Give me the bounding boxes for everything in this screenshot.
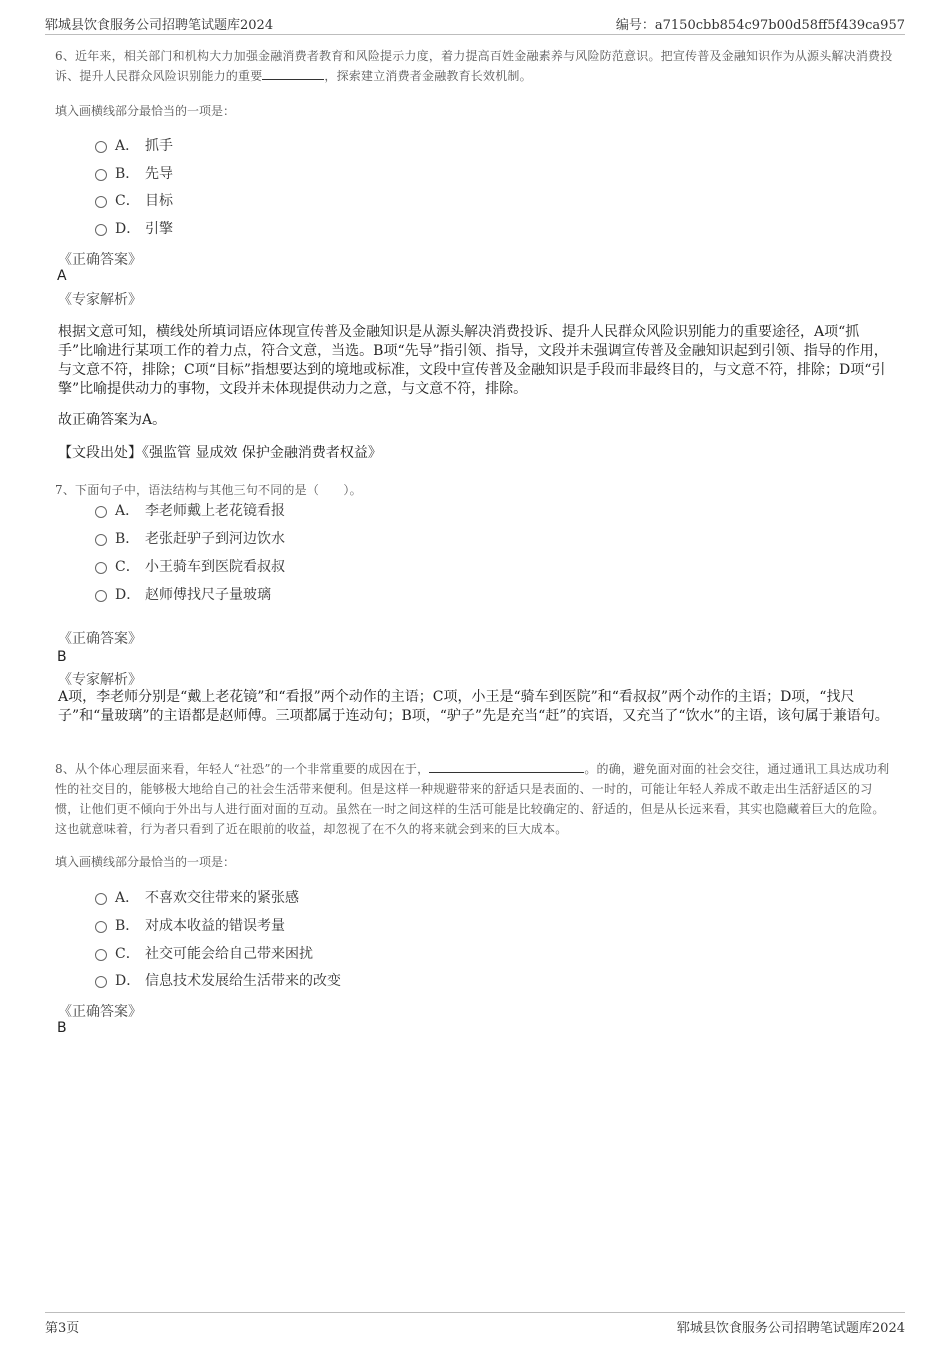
question-7-option-d[interactable]: D． 赵师傅找尺子量玻璃 [95,585,271,605]
answer-label: 《正确答案》 [58,631,142,647]
answer-value: A [57,268,67,284]
analysis-conclusion: 故正确答案为A。 [58,412,167,428]
answer-value: B [57,649,67,665]
page-number: 第3页 [45,1321,80,1336]
question-8-option-a[interactable]: A． 不喜欢交往带来的紧张感 [95,888,299,908]
question-8-option-b[interactable]: B． 对成本收益的错误考量 [95,916,285,936]
analysis-text: A项，李老师分别是“戴上老花镜”和“看报”两个动作的主语；C项，小王是“骑车到医院”和“看叔叔”两个动作的主语；D项，“找尺子”和“量玻璃”的主语都是赵师傅。三项都属于连动句；B项，“驴子”先是充当“赶”的宾语，又充当了“饮水”的主语，该句属于兼语句。 [58,689,889,724]
analysis-label: 《专家解析》 [58,672,142,688]
radio-icon[interactable] [95,506,107,518]
question-7-option-a[interactable]: A． 李老师戴上老花镜看报 [95,501,285,521]
radio-icon[interactable] [95,590,107,602]
radio-icon[interactable] [95,196,107,208]
question-6-text: 6、近年来，相关部门和机构大力加强金融消费者教育和风险提示力度，着力提高百姓金融素养与风险防范意识。把宣传普及金融知识作为从源头解决消费投诉、提升人民群众风险识别能力的重要 ，探索建立消费者金融教育长效机制。 [55,49,893,83]
question-7-option-c[interactable]: C． 小王骑车到医院看叔叔 [95,557,285,577]
fill-blank [262,67,324,80]
analysis-label: 《专家解析》 [58,292,142,308]
question-8-text: 8、从个体心理层面来看，年轻人“社恐”的一个非常重要的成因在于， 。的确，避免面对面的社会交往，通过通讯工具达成功利性的社交目的，能够极大地给自己的社会生活带来便利。但是这样一种规避带来的舒适只是表面的、一时的，可能让年轻人养成不敢走出生活舒适区的习惯，让他们更不倾向于外出与人进行面对面的互动。虽然在一时之间这样的生活可能是比较确定的、舒适的，但是从长远来看，其实也隐藏着巨大的危险。这也就意味着，行为者只看到了近在眼前的收益，却忽视了在不久的将来就会到来的巨大成本。 [55,762,890,836]
answer-value: B [57,1020,67,1036]
fill-blank [429,760,584,773]
radio-icon[interactable] [95,921,107,933]
header-title: 郓城县饮食服务公司招聘笔试题库2024 [45,18,274,33]
radio-icon[interactable] [95,562,107,574]
page-footer [45,1312,905,1337]
question-8-prompt: 填入画横线部分最恰当的一项是： [55,855,236,869]
question-6-option-c[interactable]: C． 目标 [95,191,173,211]
footer-title: 郓城县饮食服务公司招聘笔试题库2024 [676,1321,905,1336]
question-6-option-d[interactable]: D． 引擎 [95,219,173,239]
header-code: 编号：a7150cbb854c97b00d58ff5f439ca957 [615,18,905,33]
analysis-text: 根据文意可知，横线处所填词语应体现宣传普及金融知识是从源头解决消费投诉、提升人民群众风险识别能力的重要途径，A项“抓手”比喻进行某项工作的着力点，符合文意，当选。B项“先导”指引领、指导，文段并未强调宣传普及金融知识起到引领、指导的作用，与文意不符，排除；C项“目标”指想要达到的境地或标准，文段中宣传普及金融知识是手段而非最终目的，与文意不符，排除；D项“引擎”比喻提供动力的事物，文段并未体现提供动力之意，与文意不符，排除。 [58,324,888,397]
radio-icon[interactable] [95,534,107,546]
question-7-option-b[interactable]: B． 老张赶驴子到河边饮水 [95,529,285,549]
radio-icon[interactable] [95,141,107,153]
radio-icon[interactable] [95,224,107,236]
question-6-option-b[interactable]: B． 先导 [95,164,173,184]
question-6-prompt: 填入画横线部分最恰当的一项是： [55,104,236,118]
question-8-option-c[interactable]: C． 社交可能会给自己带来困扰 [95,944,313,964]
question-8-option-d[interactable]: D． 信息技术发展给生活带来的改变 [95,971,341,991]
analysis-source: 【文段出处】《强监管 显成效 保护金融消费者权益》 [58,445,382,461]
radio-icon[interactable] [95,169,107,181]
question-6-option-a[interactable]: A． 抓手 [95,136,173,156]
page-header [45,14,905,35]
radio-icon[interactable] [95,949,107,961]
question-7-text: 7、下面句子中，语法结构与其他三句不同的是（ ）。 [55,483,362,497]
answer-label: 《正确答案》 [58,252,142,268]
answer-label: 《正确答案》 [58,1004,142,1020]
radio-icon[interactable] [95,976,107,988]
radio-icon[interactable] [95,893,107,905]
